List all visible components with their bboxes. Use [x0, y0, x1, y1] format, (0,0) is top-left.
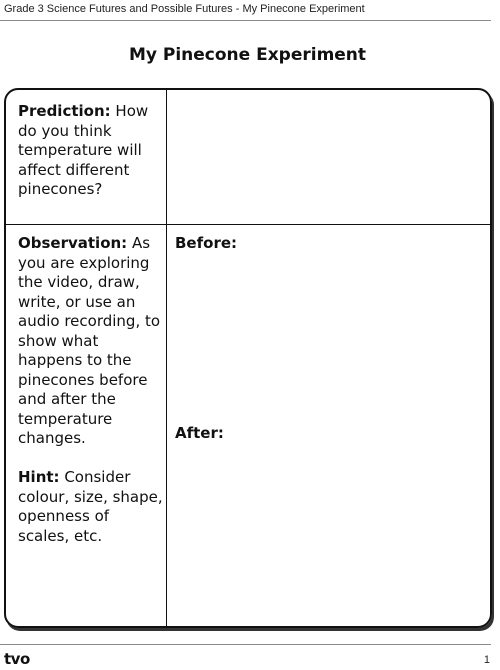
observation-row [6, 225, 490, 626]
hint-details: Consider colour, size, shape, openness of scales, etc. [18, 468, 163, 545]
observation-label: Observation: [18, 234, 128, 252]
prediction-prompt [18, 102, 164, 200]
footer-divider [0, 644, 491, 645]
tvo-logo: tvo [4, 650, 30, 668]
prediction-label: Prediction: [18, 102, 111, 120]
observation-instructions: As you are exploring the video, draw, write, or use an audio recording, to show what happens to the pinecones before and after the temperature changes. [18, 234, 161, 447]
page-title: My Pinecone Experiment [128, 45, 367, 65]
prediction-row [6, 90, 490, 225]
experiment-table [4, 88, 492, 628]
prediction-prompt-cell [6, 90, 167, 224]
prediction-response-area[interactable] [167, 90, 490, 224]
hint-label: Hint: [18, 468, 60, 486]
observation-prompt-cell [6, 225, 167, 626]
before-label: Before: [175, 234, 238, 252]
prediction-question: How do you think temperature will affect different pinecones? [18, 102, 149, 198]
hint-text [18, 468, 164, 546]
page-number: 1 [483, 654, 490, 666]
observation-response-area[interactable] [167, 225, 490, 626]
header-divider [0, 20, 491, 21]
observation-prompt [18, 234, 164, 449]
after-label: After: [175, 424, 224, 442]
running-header: Grade 3 Science Futures and Possible Futures - My Pinecone Experiment [4, 3, 365, 15]
